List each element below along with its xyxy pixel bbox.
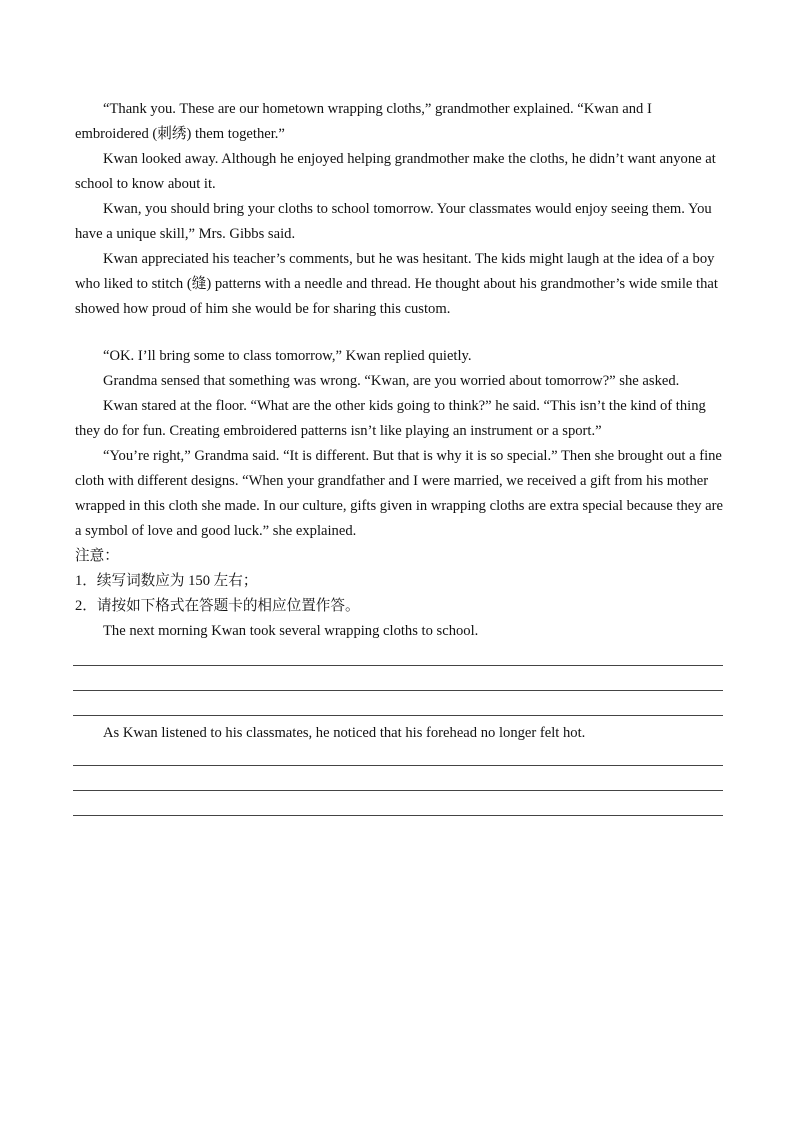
note-item: 2．请按如下格式在答题卡的相应位置作答。 [75,598,360,614]
notes-heading: 注意： [75,548,119,564]
answer-line[interactable] [73,790,723,791]
paragraph: “Thank you. These are our hometown wrapping cloths,” grandmother explained. “Kwan and I embroidered (刺绣) them together.” [75,101,652,142]
continuation-prompt-1: The next morning Kwan took several wrapping cloths to school. [103,623,479,639]
paragraph: Kwan, you should bring your cloths to school tomorrow. Your classmates would enjoy seeing them. You have a unique skill,” Mrs. Gibbs said. [75,201,712,242]
answer-line[interactable] [73,765,723,766]
continuation-prompt-2: As Kwan listened to his classmates, he noticed that his forehead no longer felt hot. [103,725,586,741]
story-part-2 [75,344,725,644]
answer-line[interactable] [73,690,723,691]
paragraph: Kwan stared at the floor. “What are the other kids going to think?” he said. “This isn’t the kind of thing they do for fun. Creating embroidered patterns isn’t like playing an instrument or a sport.” [75,398,706,439]
paragraph: “You’re right,” Grandma said. “It is different. But that is why it is so special.” Then she brought out a fine cloth with different designs. “When your grandfather and I were married, we received a gift from his mother wrapped in this cloth she made. In our culture, gifts given in wrapping cloths are extra special because they are a symbol of love and good luck.” she explained. [75,448,723,539]
continuation-block-2 [75,721,725,746]
note-item: 1．续写词数应为 150 左右； [75,573,258,589]
paragraph: Kwan looked away. Although he enjoyed helping grandmother make the cloths, he didn’t want anyone at school to know about it. [75,151,716,192]
answer-line[interactable] [73,715,723,716]
paragraph: Grandma sensed that something was wrong. “Kwan, are you worried about tomorrow?” she asked. [103,373,680,389]
answer-line[interactable] [73,665,723,666]
paragraph: Kwan appreciated his teacher’s comments, but he was hesitant. The kids might laugh at the idea of a boy who liked to stitch (缝) patterns with a needle and thread. He thought about his grandmother’s wide smile that showed how proud of him she would be for sharing this custom. [75,251,718,317]
paragraph: “OK. I’ll bring some to class tomorrow,” Kwan replied quietly. [103,348,472,364]
answer-line[interactable] [73,815,723,816]
story-part-1 [75,97,725,322]
